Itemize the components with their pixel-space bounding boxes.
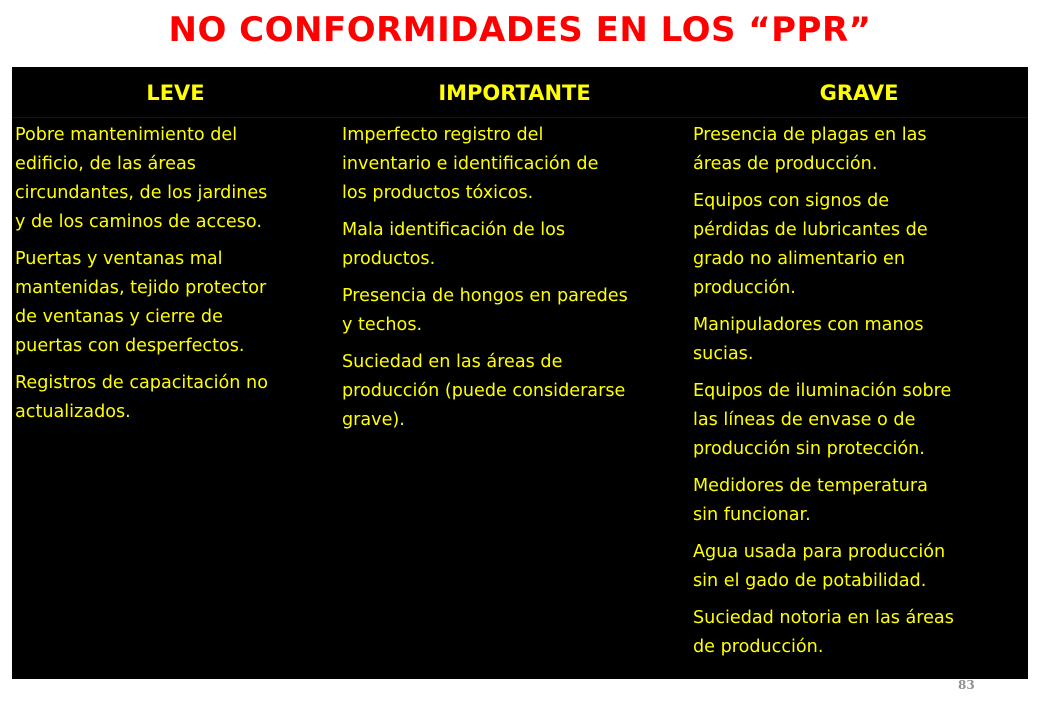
nonconformity-item [693,538,1028,596]
nonconformity-item [342,216,690,274]
slide-title: NO CONFORMIDADES EN LOS “PPR” [168,10,872,50]
item-line: los productos tóxicos. [342,183,534,203]
item-line: sin el gado de potabilidad. [693,571,927,591]
column-body-importante [342,121,690,443]
item-line: Suciedad en las áreas de [342,352,563,372]
column-header-importante: IMPORTANTE [438,81,591,105]
item-line: Suciedad notoria en las áreas [693,608,954,628]
item-line: Equipos con signos de [693,191,890,211]
item-line: producción sin protección. [693,439,925,459]
nonconformity-item [693,187,1028,303]
item-line: áreas de producción. [693,154,878,174]
nonconformity-item [15,369,339,427]
item-line: productos. [342,249,436,269]
nonconformity-item [342,282,690,340]
item-line: las líneas de envase o de [693,410,916,430]
item-line: inventario e identificación de [342,154,599,174]
item-line: grave). [342,410,405,430]
nonconformity-item [693,311,1028,369]
nonconformity-item [693,604,1028,662]
item-line: Medidores de temperatura [693,476,928,496]
item-line: Agua usada para producción [693,542,946,562]
item-line: Pobre mantenimiento del [15,125,238,145]
column-grave [690,67,1028,679]
item-line: Presencia de plagas en las [693,125,927,145]
page-number: 83 [958,678,975,692]
item-line: sucias. [693,344,754,364]
item-line: edificio, de las áreas [15,154,196,174]
nonconformity-item [342,121,690,208]
item-line: y de los caminos de acceso. [15,212,262,232]
nonconformity-item [15,121,339,237]
nonconformities-table [12,67,1028,679]
column-header-leve: LEVE [146,81,205,105]
item-line: sin funcionar. [693,505,811,525]
column-header-grave: GRAVE [819,81,899,105]
nonconformity-item [693,121,1028,179]
nonconformity-item [693,377,1028,464]
item-line: Registros de capacitación no [15,373,268,393]
item-line: mantenidas, tejido protector [15,278,267,298]
item-line: puertas con desperfectos. [15,336,245,356]
item-line: circundantes, de los jardines [15,183,268,203]
item-line: Manipuladores con manos [693,315,924,335]
nonconformity-item [342,348,690,435]
item-line: pérdidas de lubricantes de [693,220,928,240]
item-line: de ventanas y cierre de [15,307,223,327]
item-line: actualizados. [15,402,131,422]
column-body-grave [693,121,1028,670]
column-leve [12,67,339,679]
item-line: Equipos de iluminación sobre [693,381,952,401]
nonconformity-item [15,245,339,361]
item-line: Mala identificación de los [342,220,566,240]
nonconformity-item [693,472,1028,530]
item-line: grado no alimentario en [693,249,906,269]
item-line: de producción. [693,637,824,657]
column-importante [339,67,690,679]
column-body-leve [15,121,339,435]
item-line: Presencia de hongos en paredes [342,286,628,306]
item-line: Imperfecto registro del [342,125,544,145]
item-line: y techos. [342,315,423,335]
item-line: producción. [693,278,796,298]
item-line: producción (puede considerarse [342,381,626,401]
item-line: Puertas y ventanas mal [15,249,223,269]
